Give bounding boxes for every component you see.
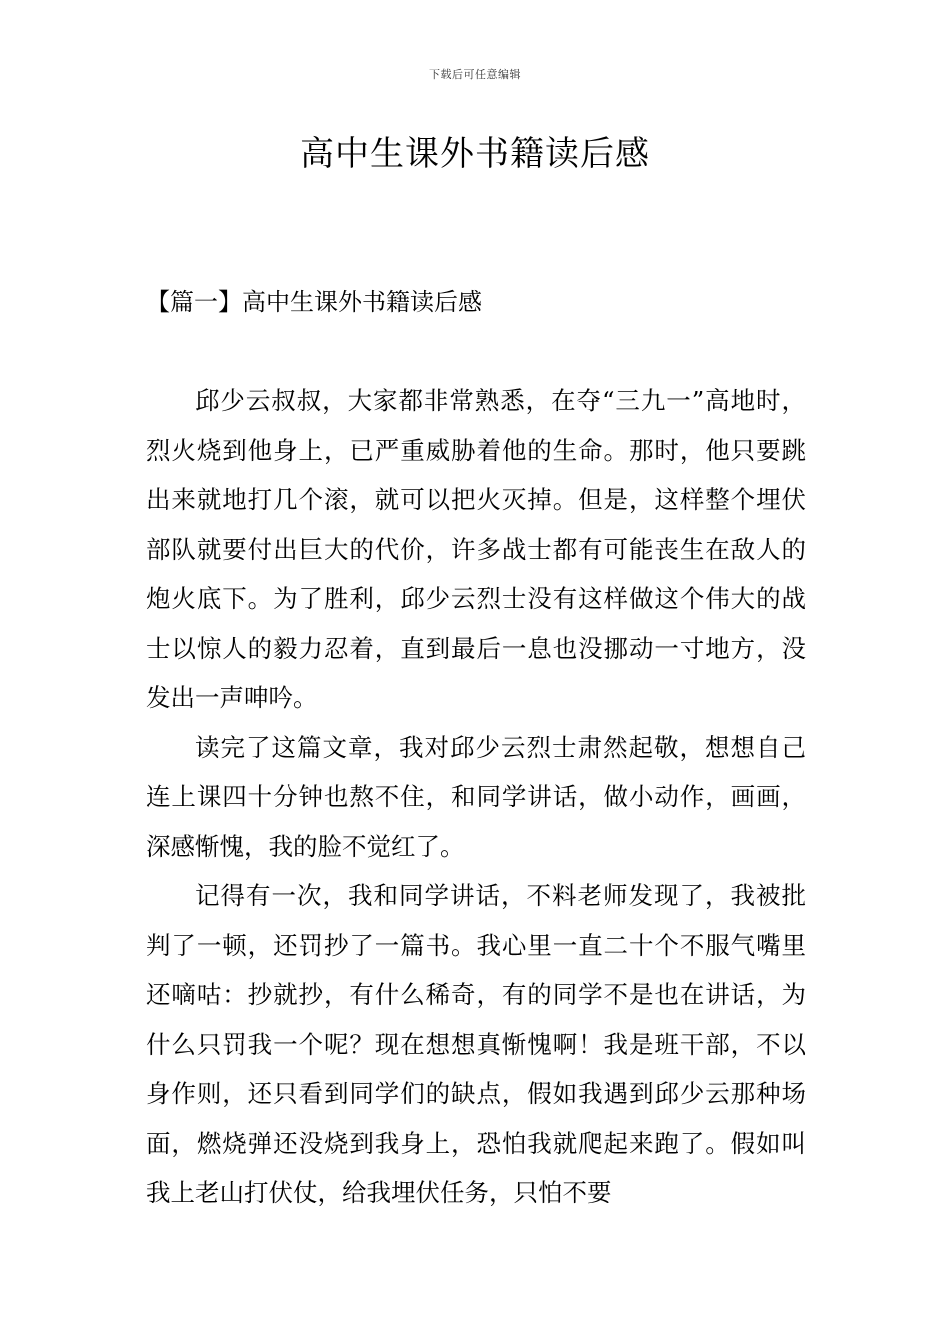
document-title: 高中生课外书籍读后感 xyxy=(300,134,650,174)
paragraph: 记得有一次，我和同学讲话，不料老师发现了，我被批判了一顿，还罚抄了一篇书。我心里一直二十个不服气嘴里还嘀咕：抄就抄，有什么稀奇，有的同学不是也在讲话，为什么只罚我一个呢？现在想想真惭愧啊！我是班干部，不以身作则，还只看到同学们的缺点，假如我遇到邱少云那种场面，燃烧弹还没烧到我身上，恐怕我就爬起来跑了。假如叫我上老山打伏仗，给我埋伏任务，只怕不要 xyxy=(146,881,806,1207)
paragraph: 邱少云叔叔，大家都非常熟悉，在夺“三九一”高地时，烈火烧到他身上，已严重威胁着他的生命。那时，他只要跳出来就地打几个滚，就可以把火灭掉。但是，这样整个埋伏部队就要付出巨大的代价，许多战士都有可能丧生在敌人的炮火底下。为了胜利，邱少云烈士没有这样做这个伟大的战士以惊人的毅力忍着，直到最后一息也没挪动一寸地方，没发出一声呻吟。 xyxy=(146,386,806,712)
paragraph: 读完了这篇文章，我对邱少云烈士肃然起敬，想想自己连上课四十分钟也熬不住，和同学讲话，做小动作，画画，深感惭愧，我的脸不觉红了。 xyxy=(146,732,806,861)
article-body xyxy=(146,376,806,1218)
header-note: 下载后可任意编辑 xyxy=(429,68,521,81)
section-heading: 【篇一】高中生课外书籍读后感 xyxy=(146,288,482,316)
